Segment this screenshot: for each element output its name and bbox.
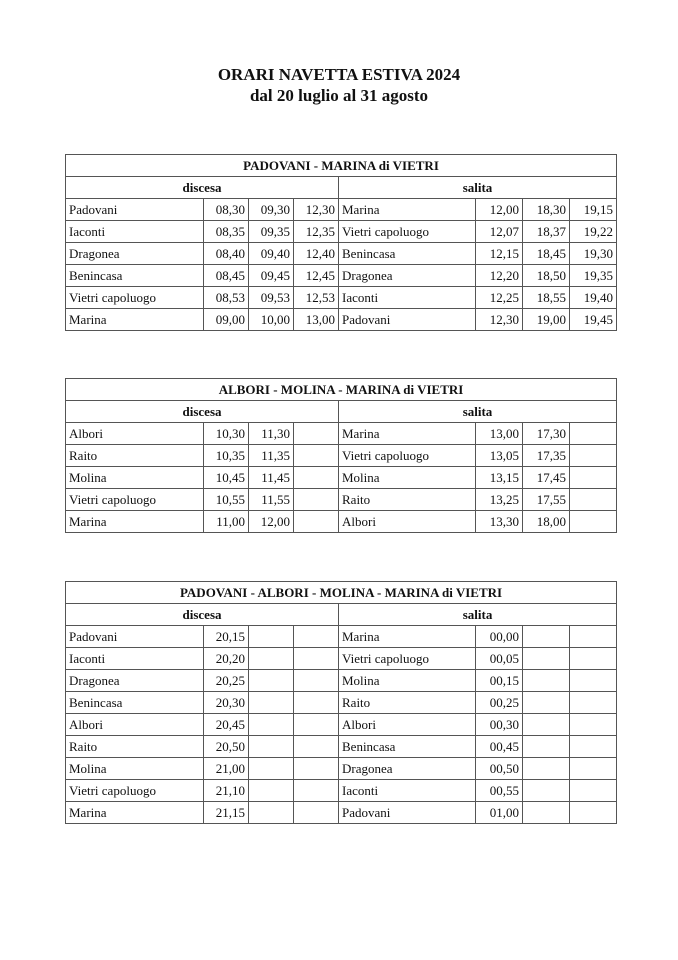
salita-time <box>570 648 617 670</box>
table-row <box>66 287 617 309</box>
table-row <box>66 423 617 445</box>
discesa-time <box>249 714 294 736</box>
salita-stop: Dragonea <box>339 265 476 287</box>
discesa-time <box>294 714 339 736</box>
discesa-time: 11,35 <box>249 445 294 467</box>
discesa-time <box>249 802 294 824</box>
salita-time: 19,45 <box>570 309 617 331</box>
salita-time: 18,00 <box>523 511 570 533</box>
salita-time: 00,05 <box>476 648 523 670</box>
table-row <box>66 692 617 714</box>
salita-time: 12,15 <box>476 243 523 265</box>
direction-header-row <box>66 177 617 199</box>
salita-time: 12,25 <box>476 287 523 309</box>
discesa-stop: Dragonea <box>66 243 204 265</box>
salita-time: 19,15 <box>570 199 617 221</box>
salita-time: 12,00 <box>476 199 523 221</box>
discesa-stop: Vietri capoluogo <box>66 489 204 511</box>
salita-stop: Padovani <box>339 309 476 331</box>
discesa-time: 10,55 <box>204 489 249 511</box>
discesa-time <box>294 648 339 670</box>
salita-time: 19,30 <box>570 243 617 265</box>
salita-time: 18,37 <box>523 221 570 243</box>
discesa-stop: Benincasa <box>66 265 204 287</box>
discesa-time: 11,30 <box>249 423 294 445</box>
table-row <box>66 309 617 331</box>
direction-header-row <box>66 401 617 423</box>
salita-stop: Raito <box>339 692 476 714</box>
salita-time <box>570 780 617 802</box>
discesa-time: 09,45 <box>249 265 294 287</box>
discesa-time <box>249 692 294 714</box>
discesa-time: 10,35 <box>204 445 249 467</box>
salita-stop: Iaconti <box>339 287 476 309</box>
salita-time: 13,25 <box>476 489 523 511</box>
discesa-time <box>294 780 339 802</box>
salita-time <box>523 626 570 648</box>
salita-time: 19,22 <box>570 221 617 243</box>
salita-time: 00,45 <box>476 736 523 758</box>
discesa-stop: Raito <box>66 445 204 467</box>
discesa-time <box>294 467 339 489</box>
discesa-stop: Benincasa <box>66 692 204 714</box>
salita-stop: Dragonea <box>339 758 476 780</box>
salita-time: 17,30 <box>523 423 570 445</box>
salita-header: salita <box>339 177 617 199</box>
discesa-time <box>294 758 339 780</box>
salita-stop: Marina <box>339 199 476 221</box>
salita-time <box>570 736 617 758</box>
discesa-time: 08,40 <box>204 243 249 265</box>
salita-time: 13,15 <box>476 467 523 489</box>
table-row <box>66 802 617 824</box>
salita-stop: Vietri capoluogo <box>339 221 476 243</box>
discesa-stop: Marina <box>66 802 204 824</box>
discesa-stop: Marina <box>66 511 204 533</box>
route-title: PADOVANI - MARINA di VIETRI <box>66 155 617 177</box>
discesa-time <box>249 758 294 780</box>
salita-time <box>570 467 617 489</box>
discesa-time <box>294 445 339 467</box>
discesa-time <box>249 626 294 648</box>
salita-time: 00,15 <box>476 670 523 692</box>
discesa-time: 10,00 <box>249 309 294 331</box>
discesa-time: 13,00 <box>294 309 339 331</box>
discesa-time <box>294 736 339 758</box>
salita-time <box>570 714 617 736</box>
salita-header: salita <box>339 604 617 626</box>
discesa-stop: Dragonea <box>66 670 204 692</box>
discesa-time: 08,53 <box>204 287 249 309</box>
table-row <box>66 670 617 692</box>
salita-time <box>523 736 570 758</box>
discesa-header: discesa <box>66 401 339 423</box>
table-row <box>66 758 617 780</box>
table-row <box>66 467 617 489</box>
discesa-header: discesa <box>66 177 339 199</box>
discesa-time <box>249 670 294 692</box>
discesa-time: 21,00 <box>204 758 249 780</box>
discesa-time <box>249 780 294 802</box>
discesa-stop: Padovani <box>66 626 204 648</box>
discesa-time: 11,55 <box>249 489 294 511</box>
schedule-table-padovani-marina <box>65 154 617 331</box>
discesa-time: 09,00 <box>204 309 249 331</box>
table-row <box>66 714 617 736</box>
route-title: ALBORI - MOLINA - MARINA di VIETRI <box>66 379 617 401</box>
salita-time: 00,30 <box>476 714 523 736</box>
table-row <box>66 736 617 758</box>
salita-time: 17,55 <box>523 489 570 511</box>
salita-time: 17,35 <box>523 445 570 467</box>
salita-time: 18,55 <box>523 287 570 309</box>
salita-time <box>570 670 617 692</box>
discesa-stop: Padovani <box>66 199 204 221</box>
salita-time <box>570 758 617 780</box>
direction-header-row <box>66 604 617 626</box>
discesa-time: 09,40 <box>249 243 294 265</box>
table-row <box>66 221 617 243</box>
table-row <box>66 265 617 287</box>
discesa-time: 20,20 <box>204 648 249 670</box>
discesa-time: 11,45 <box>249 467 294 489</box>
table-row <box>66 243 617 265</box>
discesa-time <box>294 802 339 824</box>
discesa-time: 10,45 <box>204 467 249 489</box>
salita-time: 18,50 <box>523 265 570 287</box>
discesa-stop: Molina <box>66 467 204 489</box>
discesa-time: 21,15 <box>204 802 249 824</box>
table-row <box>66 445 617 467</box>
salita-time: 18,30 <box>523 199 570 221</box>
route-title-row <box>66 379 617 401</box>
salita-time: 19,35 <box>570 265 617 287</box>
discesa-stop: Marina <box>66 309 204 331</box>
discesa-stop: Vietri capoluogo <box>66 287 204 309</box>
salita-time <box>523 670 570 692</box>
salita-time <box>523 780 570 802</box>
discesa-time: 08,35 <box>204 221 249 243</box>
discesa-stop: Vietri capoluogo <box>66 780 204 802</box>
discesa-time: 11,00 <box>204 511 249 533</box>
schedule-table-albori-molina-marina <box>65 378 617 533</box>
salita-time <box>523 692 570 714</box>
discesa-time: 12,35 <box>294 221 339 243</box>
discesa-time <box>249 736 294 758</box>
discesa-time <box>249 648 294 670</box>
salita-time: 17,45 <box>523 467 570 489</box>
route-title: PADOVANI - ALBORI - MOLINA - MARINA di VIETRI <box>66 582 617 604</box>
salita-time: 19,00 <box>523 309 570 331</box>
discesa-time: 20,45 <box>204 714 249 736</box>
discesa-time: 20,50 <box>204 736 249 758</box>
salita-time <box>570 802 617 824</box>
salita-time: 01,00 <box>476 802 523 824</box>
discesa-time: 12,45 <box>294 265 339 287</box>
salita-stop: Marina <box>339 626 476 648</box>
discesa-time <box>294 692 339 714</box>
table-row <box>66 780 617 802</box>
salita-time: 00,55 <box>476 780 523 802</box>
salita-stop: Raito <box>339 489 476 511</box>
salita-time <box>570 692 617 714</box>
route-title-row <box>66 582 617 604</box>
salita-time <box>570 423 617 445</box>
salita-time <box>523 648 570 670</box>
salita-stop: Vietri capoluogo <box>339 648 476 670</box>
discesa-time: 09,35 <box>249 221 294 243</box>
discesa-time: 20,30 <box>204 692 249 714</box>
salita-time: 13,05 <box>476 445 523 467</box>
discesa-time: 12,53 <box>294 287 339 309</box>
discesa-time: 20,15 <box>204 626 249 648</box>
discesa-time: 21,10 <box>204 780 249 802</box>
discesa-time: 08,30 <box>204 199 249 221</box>
discesa-stop: Molina <box>66 758 204 780</box>
salita-time: 00,00 <box>476 626 523 648</box>
salita-stop: Molina <box>339 670 476 692</box>
salita-stop: Marina <box>339 423 476 445</box>
discesa-time: 10,30 <box>204 423 249 445</box>
discesa-time <box>294 423 339 445</box>
salita-stop: Iaconti <box>339 780 476 802</box>
salita-time <box>523 758 570 780</box>
discesa-time <box>294 626 339 648</box>
schedule-table-padovani-albori-molina-marina <box>65 581 617 824</box>
discesa-stop: Raito <box>66 736 204 758</box>
salita-stop: Benincasa <box>339 243 476 265</box>
salita-time: 18,45 <box>523 243 570 265</box>
route-title-row <box>66 155 617 177</box>
salita-stop: Albori <box>339 511 476 533</box>
salita-time: 00,50 <box>476 758 523 780</box>
salita-time: 13,00 <box>476 423 523 445</box>
page-subtitle: dal 20 luglio al 31 agosto <box>249 86 429 105</box>
page-header <box>0 64 678 106</box>
salita-stop: Molina <box>339 467 476 489</box>
salita-time <box>523 802 570 824</box>
table-row <box>66 648 617 670</box>
salita-stop: Benincasa <box>339 736 476 758</box>
discesa-header: discesa <box>66 604 339 626</box>
salita-time: 13,30 <box>476 511 523 533</box>
discesa-time: 09,53 <box>249 287 294 309</box>
salita-time <box>570 511 617 533</box>
salita-time: 12,07 <box>476 221 523 243</box>
salita-stop: Vietri capoluogo <box>339 445 476 467</box>
salita-time <box>523 714 570 736</box>
discesa-time: 12,00 <box>249 511 294 533</box>
discesa-time: 20,25 <box>204 670 249 692</box>
discesa-time <box>294 511 339 533</box>
discesa-time: 12,40 <box>294 243 339 265</box>
discesa-stop: Albori <box>66 423 204 445</box>
discesa-stop: Iaconti <box>66 648 204 670</box>
discesa-time: 09,30 <box>249 199 294 221</box>
salita-stop: Padovani <box>339 802 476 824</box>
salita-time <box>570 489 617 511</box>
discesa-time: 08,45 <box>204 265 249 287</box>
discesa-time <box>294 489 339 511</box>
discesa-stop: Albori <box>66 714 204 736</box>
discesa-time <box>294 670 339 692</box>
table-row <box>66 626 617 648</box>
salita-stop: Albori <box>339 714 476 736</box>
page-title: ORARI NAVETTA ESTIVA 2024 <box>217 65 461 84</box>
salita-header: salita <box>339 401 617 423</box>
table-row <box>66 489 617 511</box>
table-row <box>66 511 617 533</box>
salita-time: 12,20 <box>476 265 523 287</box>
salita-time: 00,25 <box>476 692 523 714</box>
salita-time: 12,30 <box>476 309 523 331</box>
table-row <box>66 199 617 221</box>
discesa-time: 12,30 <box>294 199 339 221</box>
discesa-stop: Iaconti <box>66 221 204 243</box>
salita-time <box>570 626 617 648</box>
salita-time <box>570 445 617 467</box>
salita-time: 19,40 <box>570 287 617 309</box>
